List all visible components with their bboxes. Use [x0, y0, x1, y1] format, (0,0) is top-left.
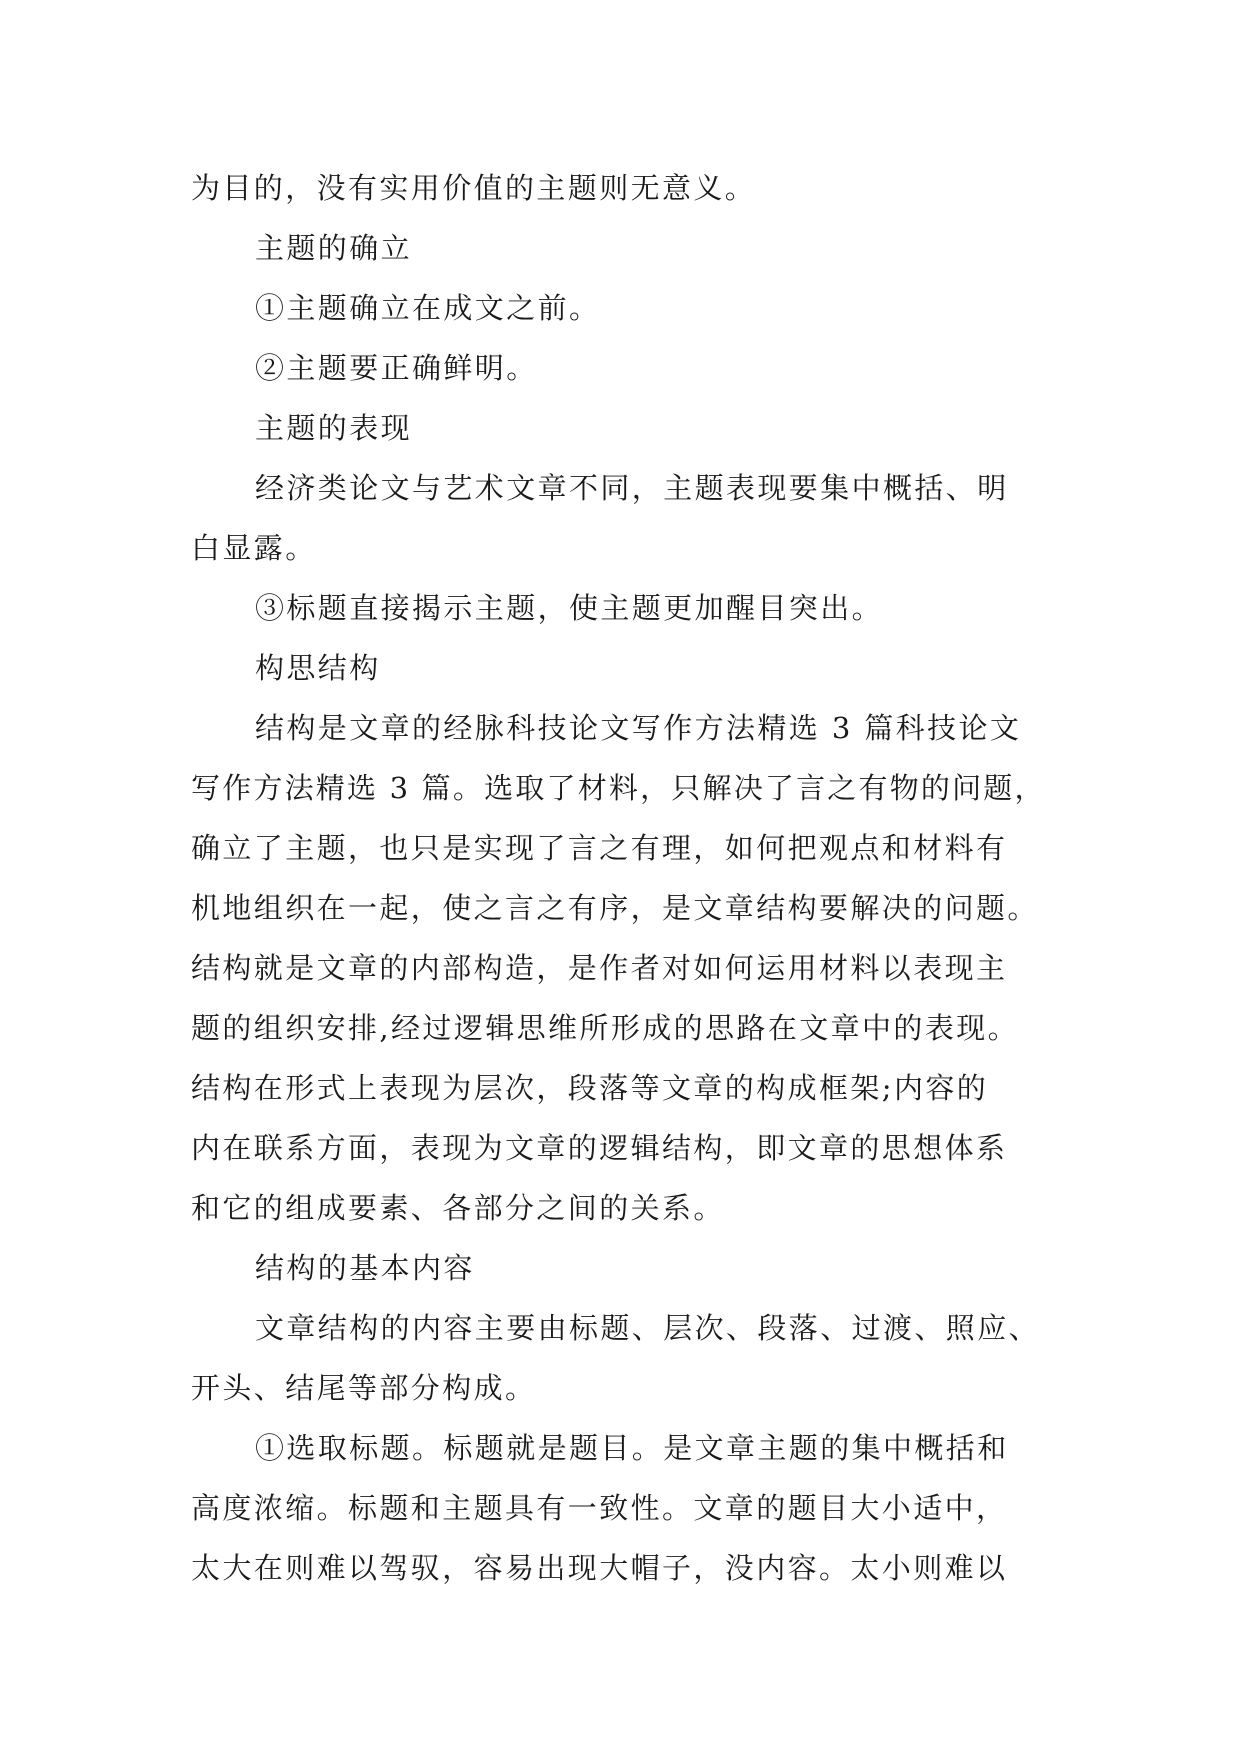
- text-line: 写作方法精选 3 篇。选取了材料，只解决了言之有物的问题，: [191, 771, 1046, 805]
- text-line: 为目的，没有实用价值的主题则无意义。: [191, 171, 757, 205]
- text-line: 结构就是文章的内部构造，是作者对如何运用材料以表现主: [191, 951, 1008, 985]
- text-line: 结构在形式上表现为层次，段落等文章的构成框架;内容的: [191, 1071, 989, 1105]
- text-line: 白显露。: [191, 531, 317, 565]
- list-item: ②主题要正确鲜明。: [255, 351, 538, 385]
- text-line: 高度浓缩。标题和主题具有一致性。文章的题目大小适中，: [191, 1491, 1008, 1525]
- section-heading: 主题的表现: [255, 411, 413, 445]
- text-line: 开头、结尾等部分构成。: [191, 1371, 537, 1405]
- list-item: ①主题确立在成文之前。: [255, 291, 601, 325]
- text-line: 和它的组成要素、各部分之间的关系。: [191, 1191, 725, 1225]
- text-line: 太大在则难以驾驭，容易出现大帽子，没内容。太小则难以: [191, 1551, 1008, 1585]
- text-line: 文章结构的内容主要由标题、层次、段落、过渡、照应、: [255, 1311, 1041, 1345]
- section-heading: 主题的确立: [255, 231, 413, 265]
- section-heading: 结构的基本内容: [255, 1251, 475, 1285]
- list-item: ③标题直接揭示主题，使主题更加醒目突出。: [255, 591, 884, 625]
- text-line: 经济类论文与艺术文章不同，主题表现要集中概括、明: [255, 471, 1009, 505]
- text-line: 内在联系方面，表现为文章的逻辑结构，即文章的思想体系: [191, 1131, 1008, 1165]
- list-item: ①选取标题。标题就是题目。是文章主题的集中概括和: [255, 1431, 1009, 1465]
- text-line: 题的组织安排,经过逻辑思维所形成的思路在文章中的表现。: [191, 1011, 1020, 1045]
- document-body: [191, 158, 1051, 1598]
- text-line: 结构是文章的经脉科技论文写作方法精选 3 篇科技论文: [255, 711, 1022, 745]
- section-heading: 构思结构: [255, 651, 381, 685]
- text-line: 确立了主题，也只是实现了言之有理，如何把观点和材料有: [191, 831, 1008, 865]
- text-line: 机地组织在一起，使之言之有序，是文章结构要解决的问题。: [191, 891, 1039, 925]
